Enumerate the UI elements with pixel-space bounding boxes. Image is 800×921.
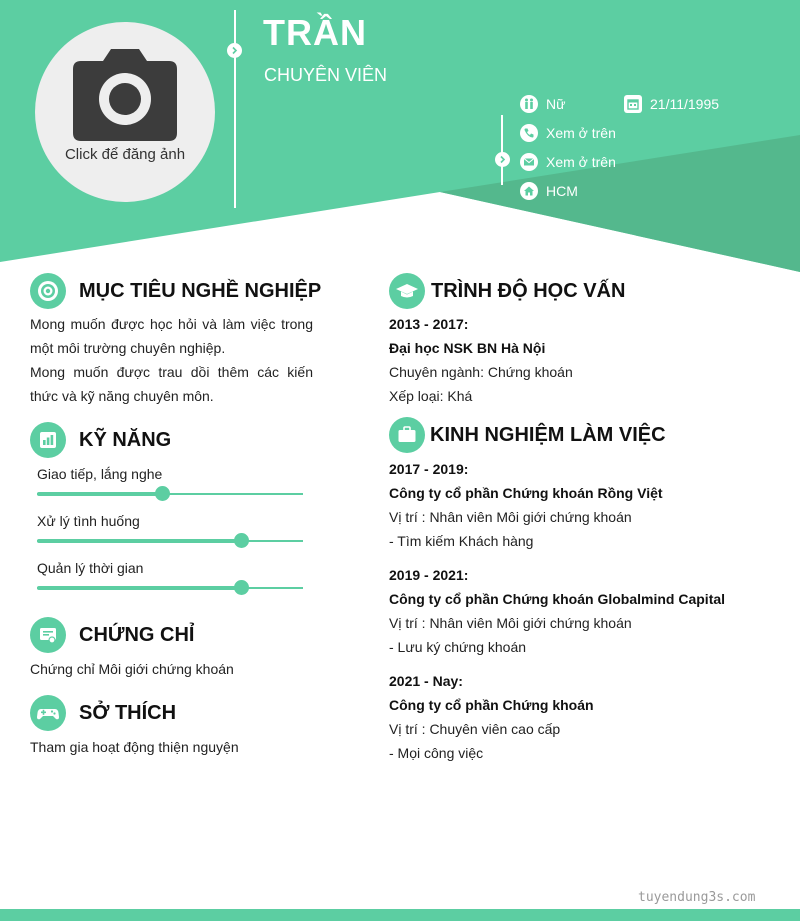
chevron-right-icon (498, 155, 507, 164)
target-icon (30, 273, 66, 309)
photo-upload-hint: Click để đăng ảnh (64, 146, 186, 163)
chevron-right-icon (230, 46, 239, 55)
hobbies-title: SỞ THÍCH (79, 701, 177, 724)
gender-icon (520, 95, 538, 113)
certificates-text: Chứng chỉ Môi giới chứng khoán (30, 661, 234, 677)
job-task: - Lưu ký chứng khoán (389, 639, 527, 655)
skills-heading (30, 422, 171, 458)
job-company: Công ty cổ phần Chứng khoán Rồng Việt (389, 485, 663, 501)
certificates-title: CHỨNG CHỈ (79, 623, 195, 646)
header-divider (234, 10, 236, 208)
contact-divider-dot (495, 152, 510, 167)
job-task: - Tìm kiếm Khách hàng (389, 533, 534, 549)
job-period: 2021 - Nay: (389, 673, 463, 689)
footer-bar (0, 909, 800, 921)
education-heading (389, 273, 625, 309)
job-position: Vị trí : Nhân viên Môi giới chứng khoán (389, 615, 632, 631)
address-value: HCM (546, 183, 578, 199)
camera-icon (71, 47, 179, 142)
info-birthday (624, 95, 719, 113)
skill-slider-handle[interactable] (234, 580, 249, 595)
job-company: Công ty cổ phần Chứng khoán (389, 697, 594, 713)
education-period: 2013 - 2017: (389, 316, 469, 332)
education-title: TRÌNH ĐỘ HỌC VẤN (431, 279, 626, 302)
email-value: Xem ở trên (546, 154, 616, 170)
calendar-icon (624, 95, 642, 113)
objective-line: Mong muốn được học hỏi và làm việc trong (30, 316, 313, 332)
skill-slider-handle[interactable] (234, 533, 249, 548)
gamepad-icon (30, 695, 66, 731)
education-grade: Xếp loại: Khá (389, 388, 473, 404)
phone-value: Xem ở trên (546, 125, 616, 141)
skill-label: Xử lý tình huống (37, 513, 140, 529)
objective-title: MỤC TIÊU NGHỀ NGHIỆP (79, 279, 322, 302)
certificate-icon (30, 617, 66, 653)
home-icon (520, 182, 538, 200)
candidate-name: TRẦN (263, 12, 367, 53)
watermark: tuyendung3s.com (638, 890, 756, 905)
skill-bar-fill (37, 586, 242, 590)
objective-text (30, 312, 313, 408)
contact-divider (501, 115, 503, 185)
skill-label: Giao tiếp, lắng nghe (37, 466, 163, 482)
job-company: Công ty cổ phần Chứng khoán Globalmind Capital (389, 591, 726, 607)
info-email (520, 153, 616, 171)
education-school: Đại học NSK BN Hà Nội (389, 340, 546, 356)
experience-heading (389, 417, 666, 453)
gender-value: Nữ (546, 96, 566, 112)
info-phone (520, 124, 616, 142)
objective-line: thức và kỹ năng chuyên môn. (30, 388, 214, 404)
objective-line: một môi trường chuyên nghiệp. (30, 340, 226, 356)
skills-title: KỸ NĂNG (79, 428, 172, 451)
skill-label: Quản lý thời gian (37, 560, 144, 576)
education-major: Chuyên ngành: Chứng khoán (389, 364, 573, 380)
skill-bar-fill (37, 492, 162, 496)
experience-title: KINH NGHIỆM LÀM VIỆC (430, 423, 666, 446)
job-period: 2019 - 2021: (389, 567, 469, 583)
job-position: Vị trí : Nhân viên Môi giới chứng khoán (389, 509, 632, 525)
graduation-cap-icon (389, 273, 425, 309)
certificates-heading (30, 617, 194, 653)
job-task: - Mọi công việc (389, 745, 484, 761)
objective-line: Mong muốn được trau dồi thêm các kiến (30, 364, 313, 380)
objective-heading (30, 273, 321, 309)
skill-bar-fill (37, 539, 242, 543)
job-period: 2017 - 2019: (389, 461, 469, 477)
birthday-value: 21/11/1995 (650, 96, 720, 112)
hobbies-heading (30, 695, 176, 731)
skill-slider-handle[interactable] (155, 486, 170, 501)
info-gender (520, 95, 565, 113)
bar-chart-icon (30, 422, 66, 458)
candidate-title: CHUYÊN VIÊN (264, 65, 388, 85)
info-address (520, 182, 578, 200)
hobbies-text: Tham gia hoạt động thiện nguyện (30, 739, 239, 755)
profile-photo-upload[interactable] (35, 22, 215, 202)
email-icon (520, 153, 538, 171)
header-divider-dot (227, 43, 242, 58)
job-position: Vị trí : Chuyên viên cao cấp (389, 721, 561, 737)
briefcase-icon (389, 417, 425, 453)
phone-icon (520, 124, 538, 142)
